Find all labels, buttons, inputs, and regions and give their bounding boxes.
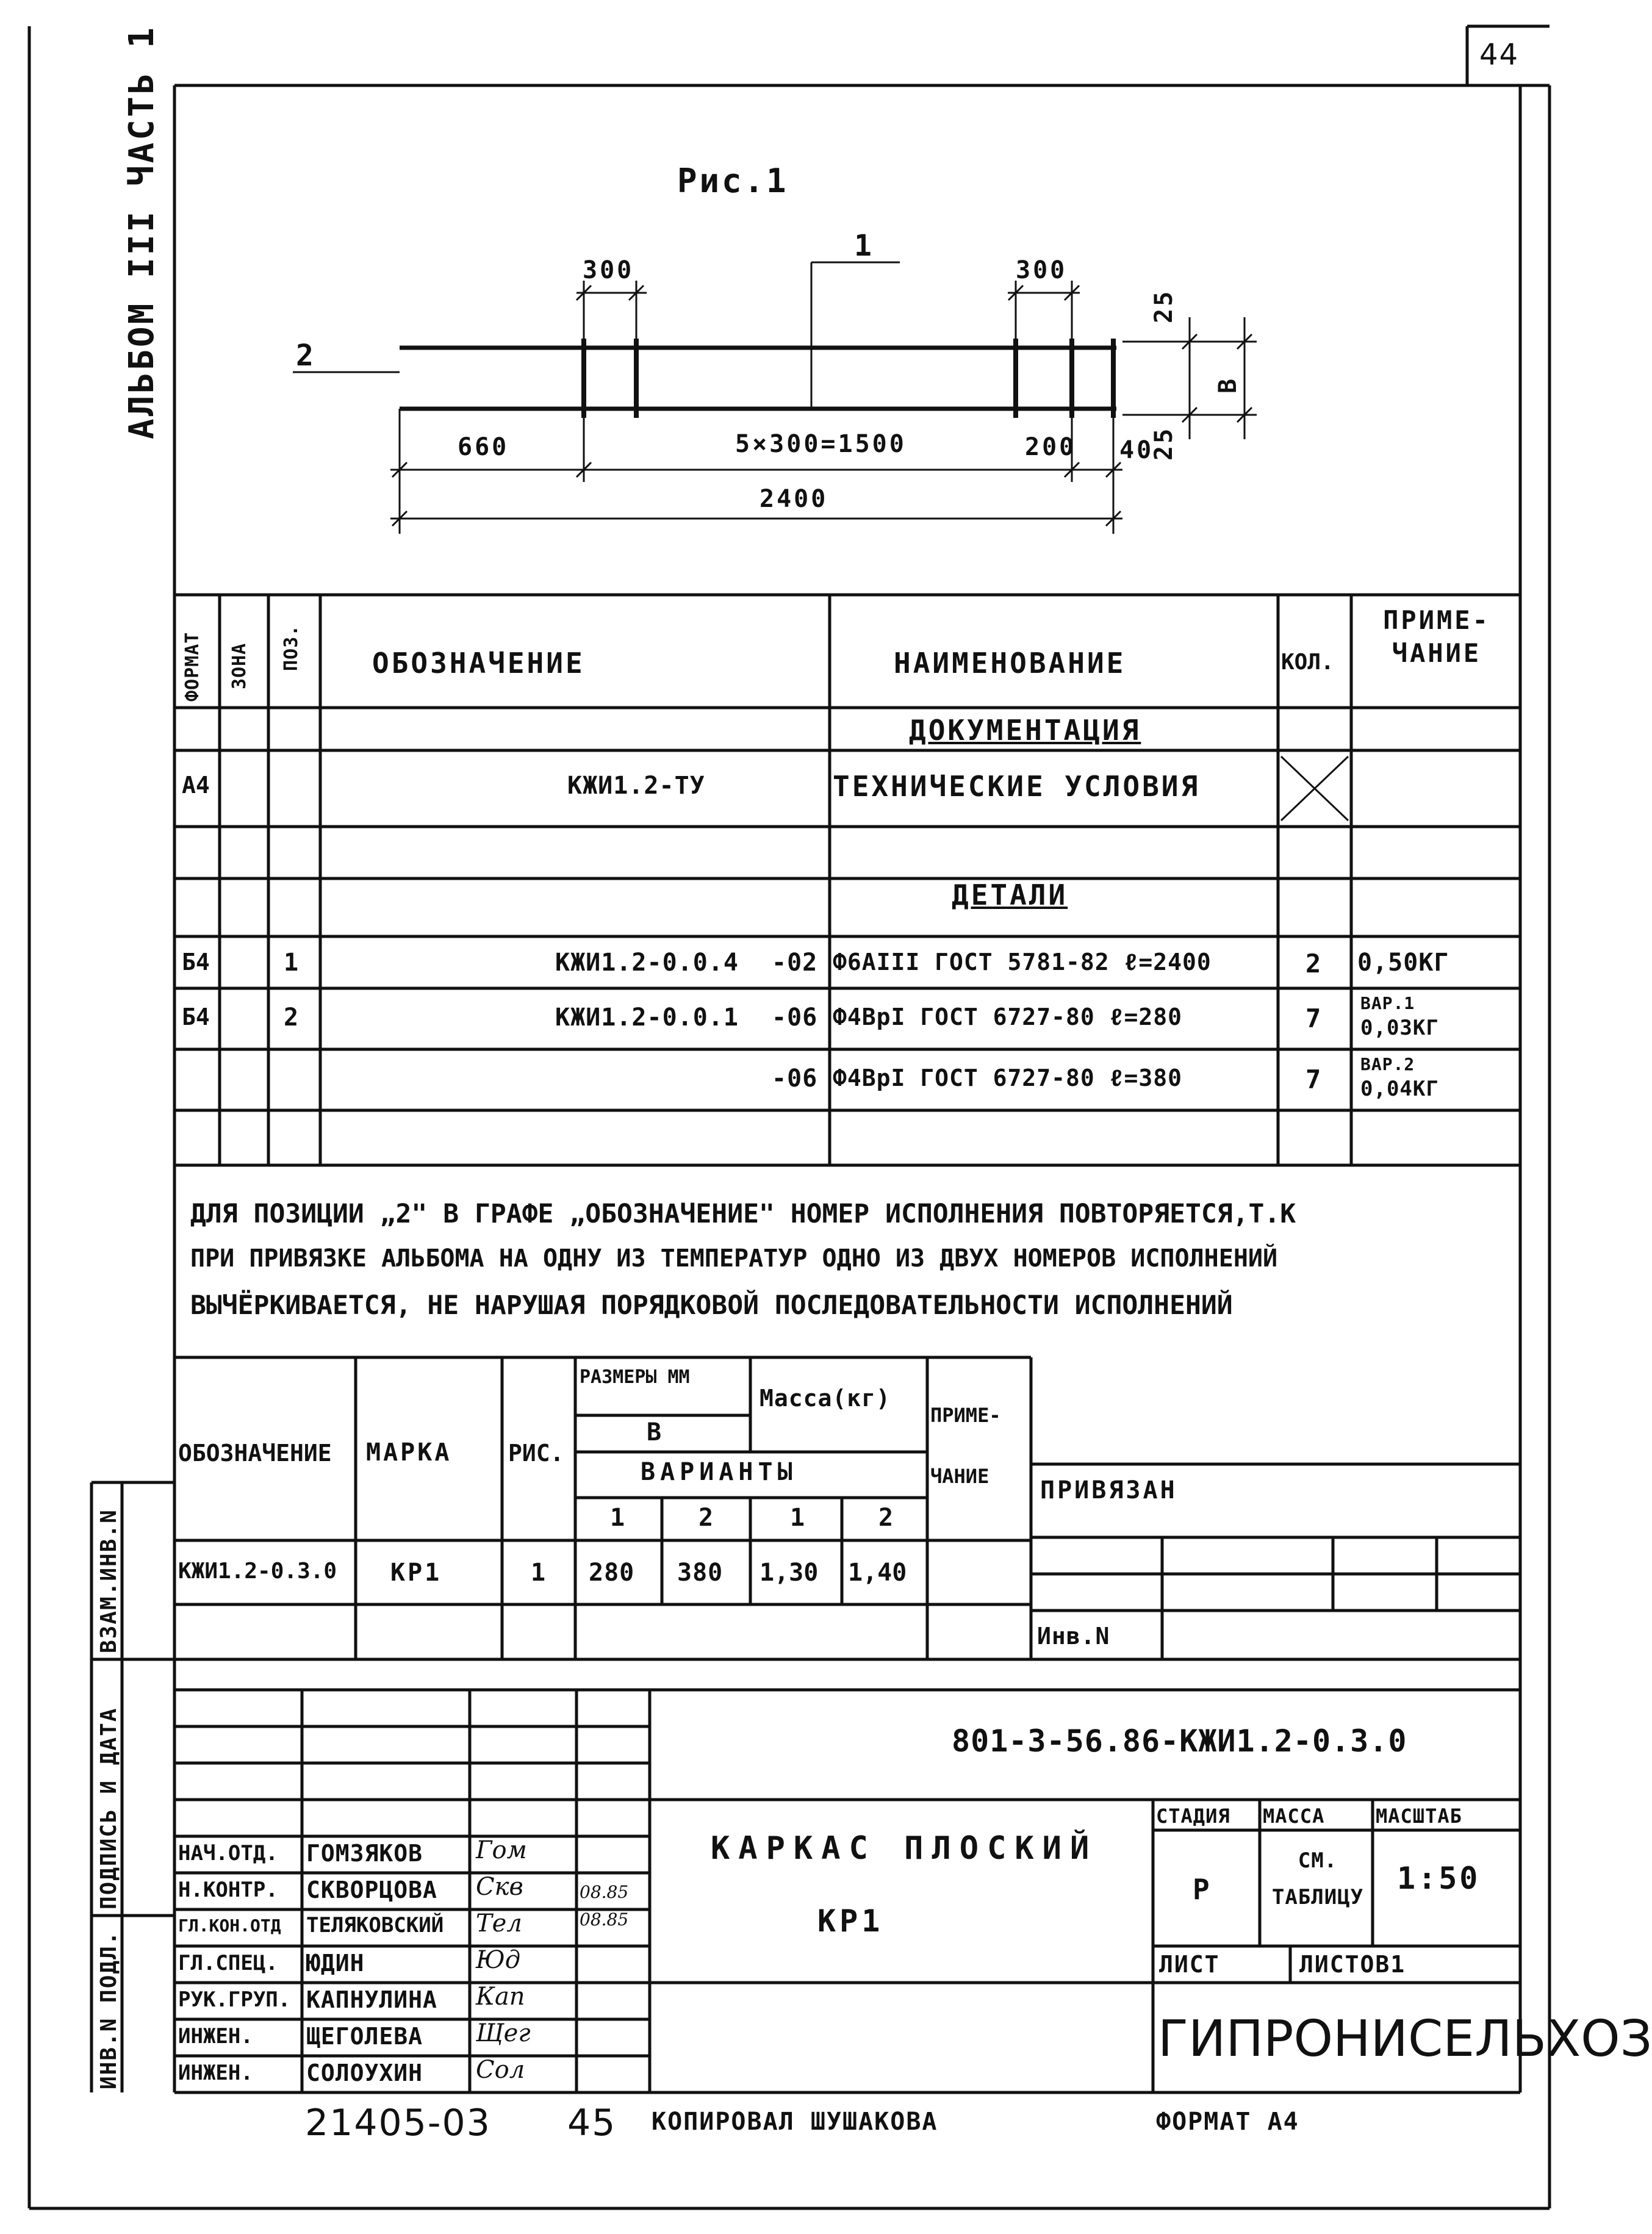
row2-kol: 7 bbox=[1305, 1004, 1324, 1033]
privyazan-label: ПРИВЯЗАН bbox=[1040, 1476, 1177, 1504]
dim-40: 40 bbox=[1119, 436, 1154, 464]
spec-header-naim: НАИМЕНОВАНИЕ bbox=[894, 647, 1126, 680]
vzam-inv-label: ВЗАМ.ИНВ.N bbox=[96, 1509, 121, 1653]
masshtab-value: 1:50 bbox=[1397, 1861, 1481, 1896]
var-header-varianty: ВАРИАНТЫ bbox=[641, 1458, 797, 1486]
stadiya-value: Р bbox=[1193, 1873, 1212, 1906]
footer-number-2: 45 bbox=[567, 2102, 617, 2144]
var-row-oboz: КЖИ1.2-0.3.0 bbox=[178, 1559, 337, 1584]
var-header-massa: Масса(кг) bbox=[760, 1385, 891, 1412]
dim-25-bottom: 25 bbox=[1150, 426, 1178, 461]
inv-label: Инв.N bbox=[1037, 1623, 1110, 1650]
var-header-prim: ПРИМЕ-ЧАНИЕ bbox=[930, 1404, 1001, 1488]
person-signature: Юд bbox=[476, 1946, 521, 1974]
spec-header-zona: ЗОНА bbox=[229, 642, 250, 689]
dim-300-left: 300 bbox=[583, 256, 634, 284]
row2-isp: -06 bbox=[772, 1004, 818, 1032]
spec-header-oboz: ОБОЗНАЧЕНИЕ bbox=[372, 647, 585, 680]
format-label: ФОРМАТ А4 bbox=[1156, 2108, 1299, 2136]
row3-isp: -06 bbox=[772, 1065, 818, 1093]
note-line-1: ДЛЯ ПОЗИЦИИ „2" В ГРАФЕ „ОБОЗНАЧЕНИЕ" НОМЕР ИСПОЛНЕНИЯ ПОВТОРЯЕТСЯ,Т.К bbox=[190, 1199, 1296, 1229]
massa-value: СМ. ТАБЛИЦУ bbox=[1271, 1848, 1364, 1909]
var-row-m1: 1,30 bbox=[760, 1559, 819, 1587]
spec-header-prim: ПРИМЕ-ЧАНИЕ bbox=[1383, 605, 1490, 668]
person-name: ГОМЗЯКОВ bbox=[306, 1840, 423, 1867]
doc-row-oboz: КЖИ1.2-ТУ bbox=[567, 772, 705, 800]
podpis-data-label: ПОДПИСЬ И ДАТА bbox=[96, 1707, 121, 1909]
copied-by: КОПИРОВАЛ ШУШАКОВА bbox=[652, 2108, 938, 2136]
row2-naim: Ф4ВрI ГОСТ 6727-80 ℓ=280 bbox=[833, 1004, 1182, 1030]
person-role: НАЧ.ОТД. bbox=[178, 1841, 278, 1866]
section-documentation: ДОКУМЕНТАЦИЯ bbox=[909, 714, 1141, 747]
doc-row-naim: ТЕХНИЧЕСКИЕ УСЛОВИЯ bbox=[833, 770, 1201, 803]
person-date: 08.85 bbox=[580, 1909, 629, 1930]
person-signature: Сол bbox=[476, 2056, 525, 2084]
row2-poz: 2 bbox=[284, 1004, 301, 1032]
doc-row-format: А4 bbox=[182, 772, 210, 799]
product-name: КАРКАС ПЛОСКИЙ bbox=[711, 1830, 1098, 1867]
position-1-label: 1 bbox=[854, 229, 874, 263]
person-signature: Скв bbox=[476, 1873, 523, 1901]
person-role: ИНЖЕН. bbox=[178, 2061, 253, 2085]
row1-format: Б4 bbox=[182, 949, 210, 975]
note-line-3: ВЫЧЁРКИВАЕТСЯ, НЕ НАРУШАЯ ПОРЯДКОВОЙ ПОСЛЕДОВАТЕЛЬНОСТИ ИСПОЛНЕНИЙ bbox=[190, 1290, 1233, 1321]
var-header-b: В bbox=[647, 1418, 664, 1446]
person-name: СОЛОУХИН bbox=[306, 2060, 423, 2086]
var-header-2b: 2 bbox=[878, 1504, 896, 1532]
person-date: 08.85 bbox=[580, 1882, 629, 1902]
row2-prim: ВАР.1 bbox=[1360, 993, 1415, 1013]
person-role: ГЛ.КОН.ОТД bbox=[178, 1916, 281, 1936]
var-header-1a: 1 bbox=[610, 1504, 628, 1532]
document-code: 801-3-56.86-КЖИ1.2-0.3.0 bbox=[952, 1723, 1407, 1759]
dim-1500: 5×300=1500 bbox=[735, 430, 907, 458]
row2-format: Б4 bbox=[182, 1004, 210, 1030]
var-row-ris: 1 bbox=[531, 1559, 548, 1587]
list-label: ЛИСТ bbox=[1159, 1951, 1220, 1978]
inv-podl-label: ИНВ.N ПОДЛ. bbox=[96, 1930, 121, 2089]
spec-header-kol: КОЛ. bbox=[1281, 650, 1334, 675]
spec-header-format: ФОРМАТ bbox=[182, 631, 203, 702]
person-name: ЩЕГОЛЕВА bbox=[306, 2023, 423, 2050]
person-name: ЮДИН bbox=[306, 1950, 365, 1977]
person-role: Н.КОНТР. bbox=[178, 1878, 278, 1902]
album-label: АЛЬБОМ III ЧАСТЬ 1 bbox=[122, 25, 162, 439]
footer-number: 21405-03 bbox=[305, 2102, 491, 2144]
dim-200: 200 bbox=[1025, 433, 1077, 461]
person-role: РУК.ГРУП. bbox=[178, 1988, 291, 2012]
var-row-b2: 380 bbox=[677, 1559, 724, 1587]
person-name: КАПНУЛИНА bbox=[306, 1986, 437, 2013]
var-header-1b: 1 bbox=[790, 1504, 808, 1532]
row3-prim: ВАР.2 bbox=[1360, 1054, 1415, 1074]
position-2-label: 2 bbox=[296, 339, 316, 373]
product-mark: КР1 bbox=[817, 1903, 884, 1939]
person-name: ТЕЛЯКОВСКИЙ bbox=[306, 1913, 444, 1938]
organization: ГИПРОНИСЕЛЬХОЗ bbox=[1158, 2010, 1652, 2068]
row2-prim2: 0,03КГ bbox=[1360, 1016, 1439, 1040]
listov-label: ЛИСТОВ1 bbox=[1299, 1951, 1406, 1978]
var-row-b1: 280 bbox=[589, 1559, 635, 1587]
person-name: СКВОРЦОВА bbox=[306, 1877, 437, 1903]
var-header-marka: МАРКА bbox=[366, 1438, 452, 1467]
dim-660: 660 bbox=[458, 433, 509, 461]
var-header-oboz: ОБОЗНАЧЕНИЕ bbox=[178, 1440, 332, 1467]
row1-prim: 0,50КГ bbox=[1357, 949, 1449, 977]
row3-prim2: 0,04КГ bbox=[1360, 1077, 1439, 1101]
dim-25-top: 25 bbox=[1150, 289, 1178, 323]
var-header-ris: РИС. bbox=[508, 1440, 564, 1467]
row1-oboz: КЖИ1.2-0.0.4 bbox=[555, 949, 739, 977]
row1-naim: Ф6АIII ГОСТ 5781-82 ℓ=2400 bbox=[833, 949, 1212, 975]
var-row-m2: 1,40 bbox=[848, 1559, 907, 1587]
page-number: 44 bbox=[1479, 38, 1520, 72]
person-role: ГЛ.СПЕЦ. bbox=[178, 1951, 278, 1975]
person-signature: Щег bbox=[476, 2019, 531, 2047]
row1-poz: 1 bbox=[284, 949, 301, 977]
var-header-2a: 2 bbox=[699, 1504, 716, 1532]
person-role: ИНЖЕН. bbox=[178, 2024, 253, 2049]
row3-kol: 7 bbox=[1305, 1065, 1324, 1094]
dim-b: В bbox=[1214, 376, 1242, 393]
note-line-2: ПРИ ПРИВЯЗКЕ АЛЬБОМА НА ОДНУ ИЗ ТЕМПЕРАТУР ОДНО ИЗ ДВУХ НОМЕРОВ ИСПОЛНЕНИЙ bbox=[190, 1245, 1278, 1273]
var-header-razmery: РАЗМЕРЫ ММ bbox=[580, 1367, 690, 1388]
masshtab-label: МАСШТАБ bbox=[1376, 1805, 1462, 1828]
dim-300-right: 300 bbox=[1016, 256, 1068, 284]
spec-header-poz: ПОЗ. bbox=[281, 624, 302, 671]
row3-naim: Ф4ВрI ГОСТ 6727-80 ℓ=380 bbox=[833, 1065, 1182, 1091]
stadiya-label: СТАДИЯ bbox=[1156, 1805, 1230, 1828]
dim-2400: 2400 bbox=[760, 485, 828, 513]
person-signature: Тел bbox=[476, 1909, 522, 1938]
person-signature: Кап bbox=[476, 1983, 525, 2011]
row1-kol: 2 bbox=[1305, 949, 1324, 979]
var-row-marka: КР1 bbox=[390, 1559, 442, 1587]
figure-title: Рис.1 bbox=[677, 162, 789, 200]
person-signature: Гом bbox=[476, 1836, 527, 1864]
row2-oboz: КЖИ1.2-0.0.1 bbox=[555, 1004, 739, 1032]
massa-label: МАССА bbox=[1263, 1805, 1325, 1828]
section-details: ДЕТАЛИ bbox=[952, 878, 1068, 911]
row1-isp: -02 bbox=[772, 949, 818, 977]
